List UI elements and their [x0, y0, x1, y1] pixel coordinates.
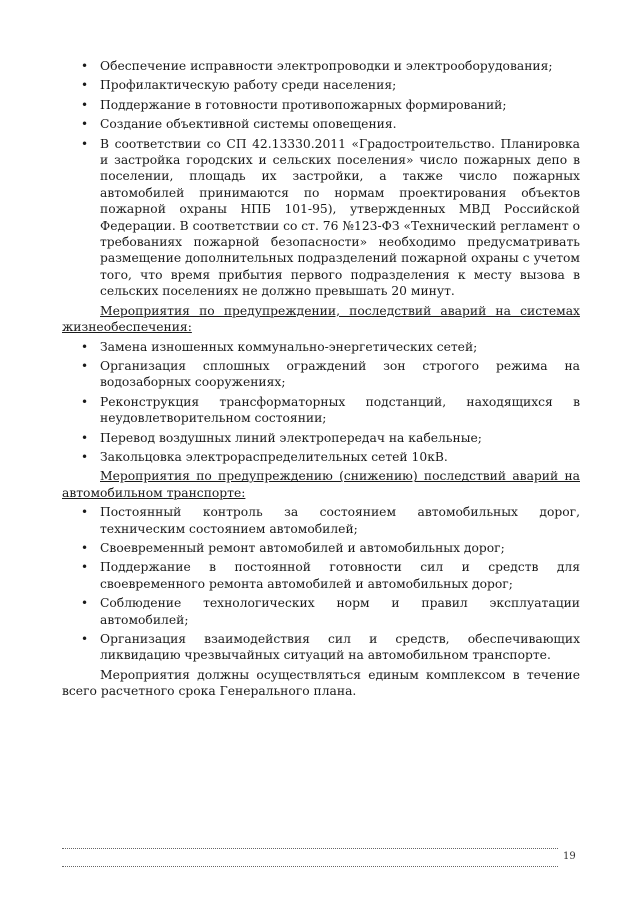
section-heading-life-support: Мероприятия по предупреждении, последствий аварий на системах жизнеобеспечения:	[62, 303, 580, 335]
list-item	[62, 358, 580, 391]
list-item	[62, 339, 580, 355]
list-item	[62, 58, 580, 74]
bullet-icon: •	[81, 136, 89, 151]
list-item	[62, 559, 580, 592]
list-item-text: Постоянный контроль за состоянием автомобильных дорог, техническим состоянием автомобилей;	[100, 505, 580, 536]
bullet-icon: •	[81, 505, 89, 520]
bullet-icon: •	[81, 596, 89, 611]
list-item	[62, 116, 580, 132]
list-item-text: Соблюдение технологических норм и правил эксплуатации автомобилей;	[100, 596, 580, 627]
bullet-list-fire-safety	[62, 58, 580, 300]
list-item	[62, 449, 580, 465]
bullet-icon: •	[81, 78, 89, 93]
document-body	[62, 58, 580, 700]
list-item-text: Организация сплошных ограждений зон строгого режима на водозаборных сооружениях;	[100, 358, 580, 390]
list-item-text: Создание объективной системы оповещения.	[100, 117, 397, 132]
footer-divider-top	[62, 848, 558, 849]
list-item	[62, 631, 580, 664]
bullet-icon: •	[81, 430, 89, 445]
list-item	[62, 430, 580, 446]
list-item	[62, 136, 580, 300]
page-number: 19	[563, 851, 576, 862]
list-item	[62, 77, 580, 93]
list-item-text: Замена изношенных коммунально-энергетических сетей;	[100, 339, 478, 354]
footer-divider-bottom	[62, 866, 558, 867]
list-item-text: В соответствии со СП 42.13330.2011 «Градостроительство. Планировка и застройка городских и сельских поселения» число пожарных депо в поселении, площадь их застройки, а также число пожарных автомобилей принимаются по нормам проектирования объектов пожарной охраны НПБ 101-95), утвержденных МВД Российской Федерации. В соответствии со ст. 76 №123-ФЗ «Технический регламент о требованиях пожарной безопасности» необходимо предусматривать размещение дополнительных подразделений пожарной охраны с учетом того, что время прибытия первого подразделения к месту вызова в сельских поселениях не должно превышать 20 минут.	[100, 136, 580, 299]
section-heading-road-transport: Мероприятия по предупреждению (снижению) последствий аварий на автомобильном транспорте:	[62, 469, 580, 500]
list-item	[62, 595, 580, 628]
list-item-text: Поддержание в готовности противопожарных формирований;	[100, 97, 507, 112]
bullet-list-road-transport	[62, 504, 580, 664]
bullet-list-life-support	[62, 339, 580, 466]
list-item-text: Обеспечение исправности электропроводки и электрооборудования;	[100, 59, 553, 73]
bullet-icon: •	[81, 632, 89, 646]
bullet-icon: •	[81, 97, 89, 112]
list-item-text: Профилактическую работу среди населения;	[100, 78, 397, 93]
bullet-icon: •	[81, 560, 89, 575]
bullet-icon: •	[81, 358, 89, 373]
list-item-text: Реконструкция трансформаторных подстанций, находящихся в неудовлетворительном состоянии;	[100, 394, 580, 426]
bullet-icon: •	[81, 339, 89, 354]
bullet-icon: •	[81, 449, 89, 464]
closing-paragraph: Мероприятия должны осуществляться единым комплексом в течение всего расчетного срока Генерального плана.	[62, 667, 580, 699]
list-item	[62, 394, 580, 427]
list-item-text: Закольцовка электрораспределительных сетей 10кВ.	[100, 449, 448, 464]
list-item	[62, 504, 580, 537]
list-item	[62, 97, 580, 113]
bullet-icon: •	[81, 59, 89, 73]
list-item-text: Организация взаимодействия сил и средств, обеспечивающих ликвидацию чрезвычайных ситуаций на автомобильном транспорте.	[100, 632, 580, 663]
list-item-text: Своевременный ремонт автомобилей и автомобильных дорог;	[100, 540, 505, 555]
list-item-text: Поддержание в постоянной готовности сил и средств для своевременного ремонта автомобилей и автомобильных дорог;	[100, 560, 580, 591]
list-item-text: Перевод воздушных линий электропередач на кабельные;	[100, 430, 482, 445]
list-item	[62, 540, 580, 556]
bullet-icon: •	[81, 540, 89, 555]
bullet-icon: •	[81, 394, 89, 409]
bullet-icon: •	[81, 117, 89, 132]
